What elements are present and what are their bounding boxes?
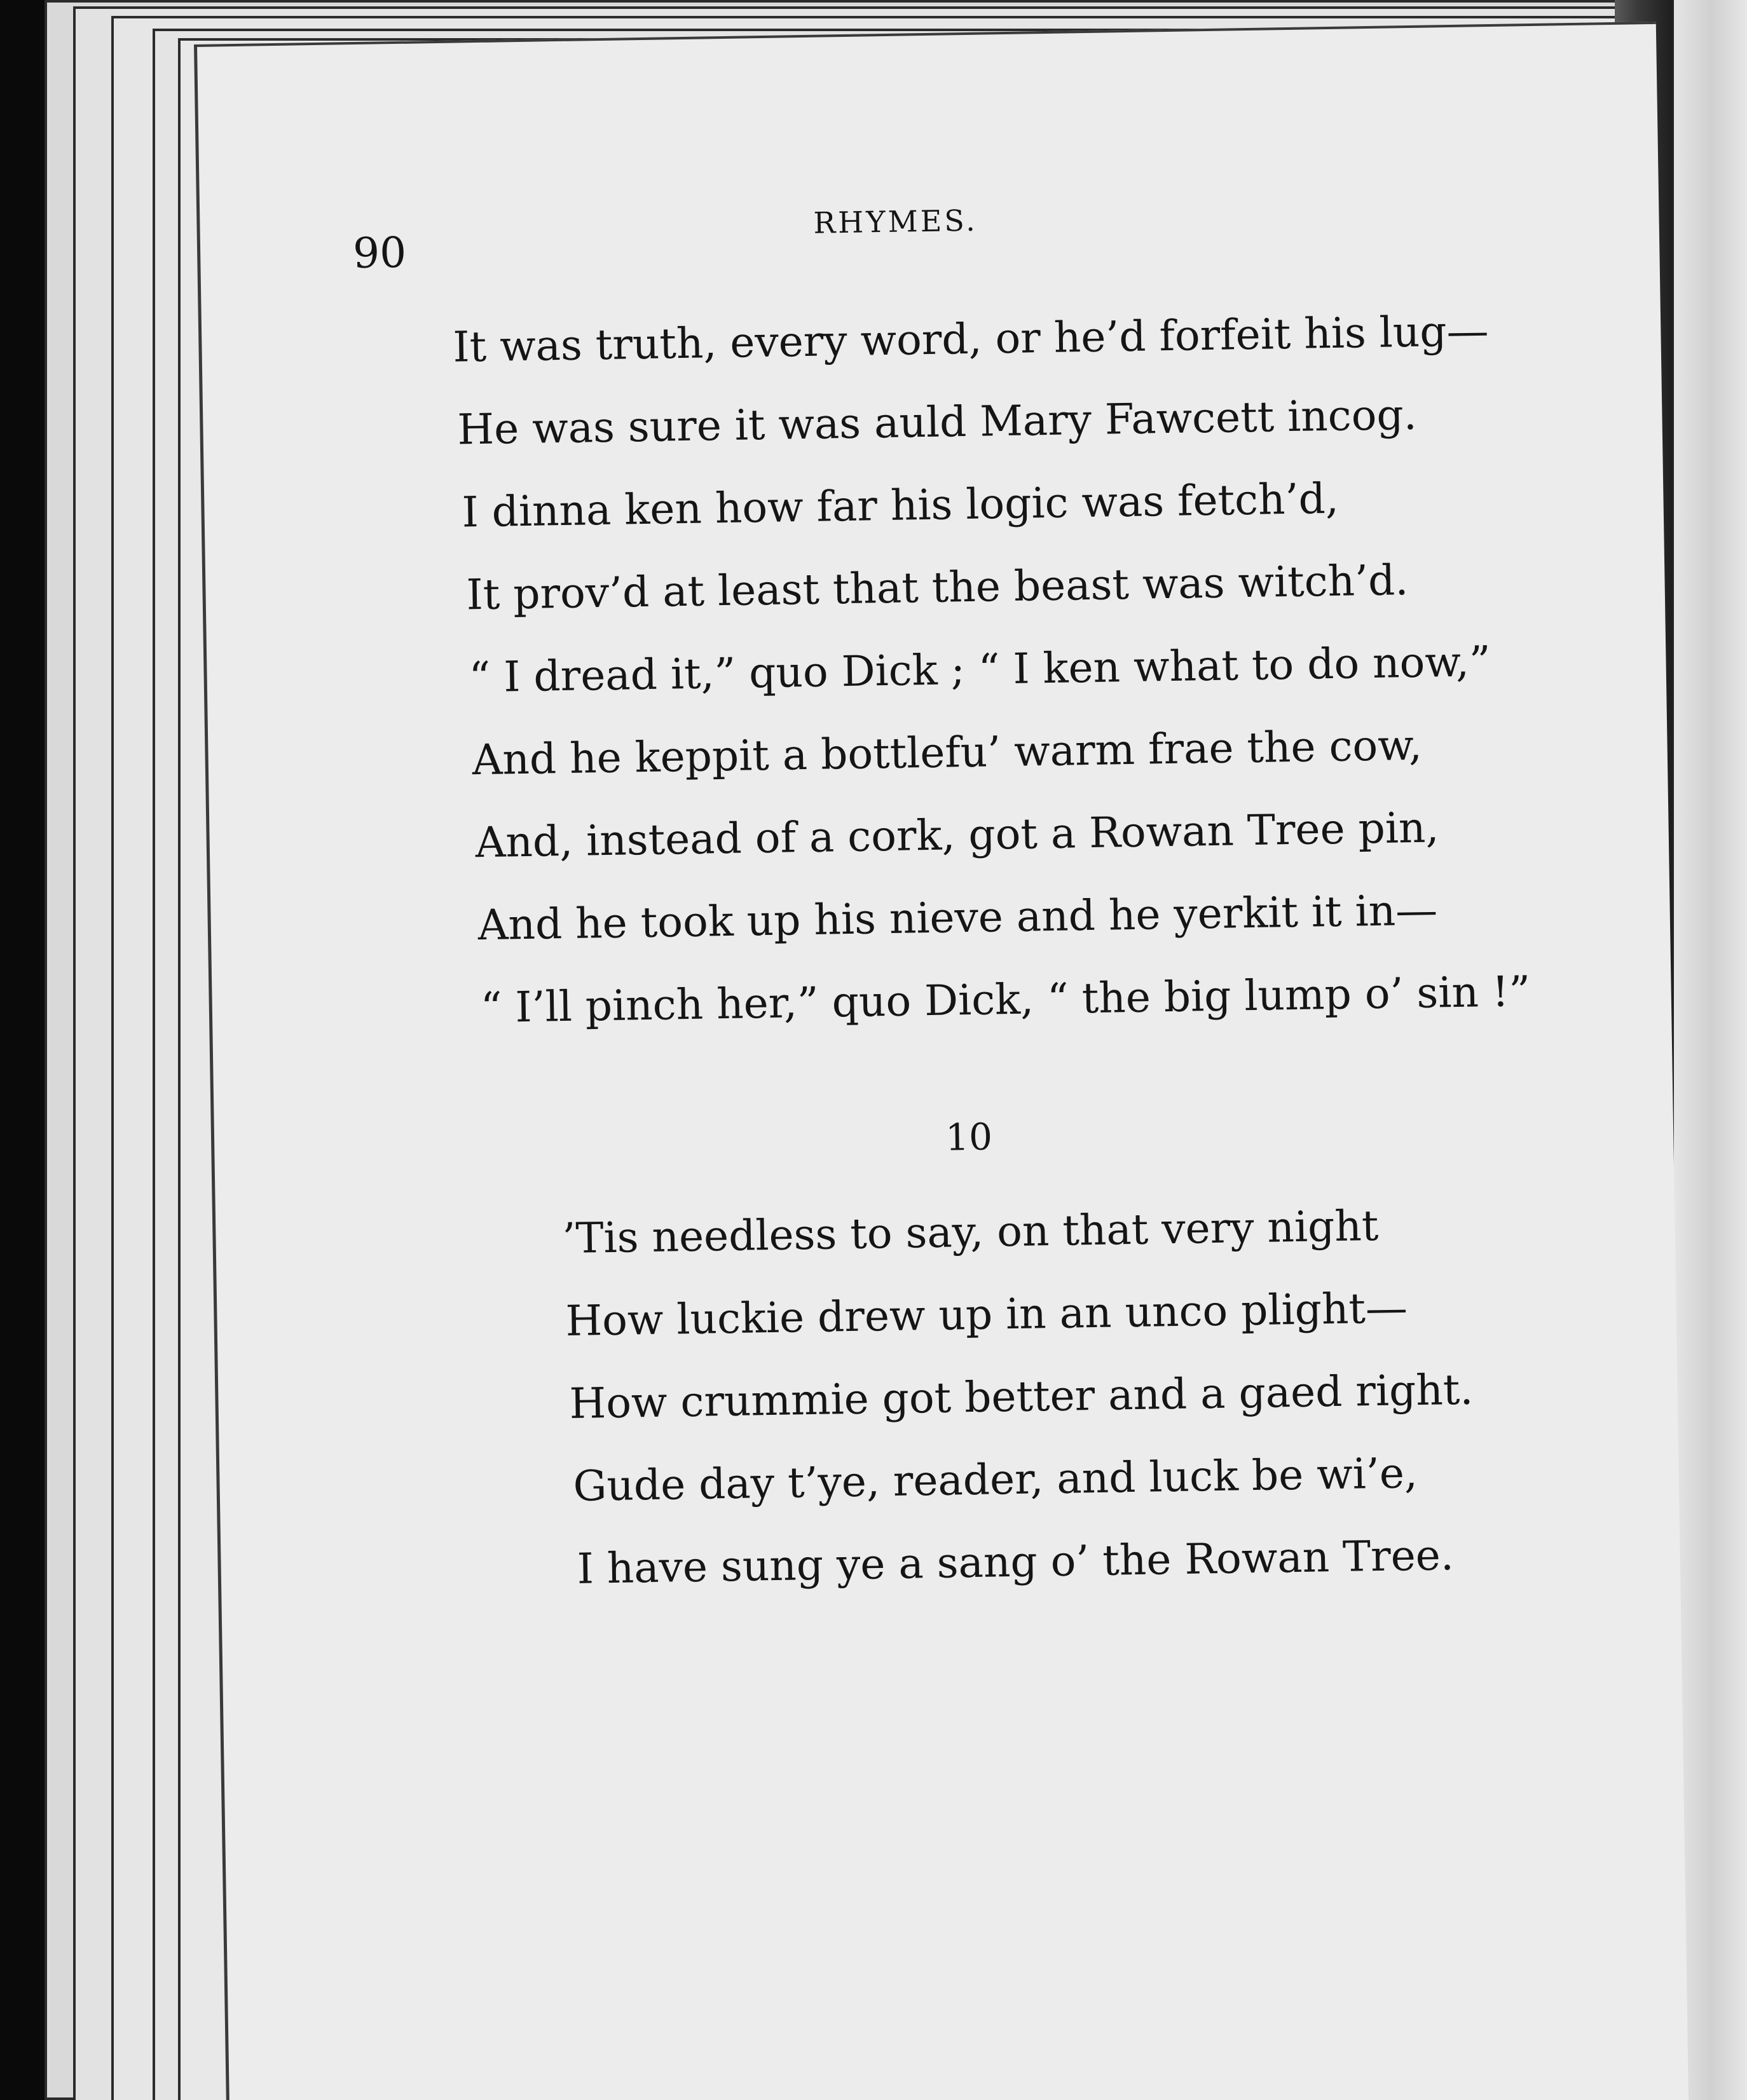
verse-line: And, instead of a cork, got a Rowan Tree pin,: [475, 803, 1439, 868]
verse-line: It prov’d at least that the beast was witch’d.: [466, 556, 1409, 620]
verse-line: “ I’ll pinch her,” quo Dick, “ the big lump o’ sin !”: [480, 967, 1531, 1033]
verse-line: How luckie drew up in an unco plight—: [565, 1283, 1408, 1346]
verse-line: I have sung ye a sang o’ the Rowan Tree.: [577, 1531, 1455, 1593]
verse-line: Gude day t’ye, reader, and luck be wi’e,: [573, 1449, 1418, 1511]
stanza-number: 10: [945, 1115, 993, 1159]
verse-line: And he keppit a bottlefu’ warm frae the cow,: [472, 720, 1423, 785]
book-page: [194, 22, 1689, 2100]
verse-line: “ I dread it,” quo Dick ; “ I ken what to do now,”: [469, 637, 1491, 702]
running-head: RHYMES.: [813, 203, 978, 240]
verse-line: He was sure it was auld Mary Fawcett incog.: [456, 390, 1418, 454]
verse-line: I dinna ken how far his logic was fetch’d,: [462, 474, 1339, 537]
verse-line: It was truth, every word, or he’d forfeit his lug—: [452, 306, 1490, 372]
verse-line: How crummie got better and a gaed right.: [569, 1365, 1474, 1428]
verse-line: ’Tis needless to say, on that very night: [561, 1201, 1379, 1264]
verse-line: And he took up his nieve and he yerkit it in—: [477, 885, 1438, 950]
page-number: 90: [352, 228, 407, 278]
